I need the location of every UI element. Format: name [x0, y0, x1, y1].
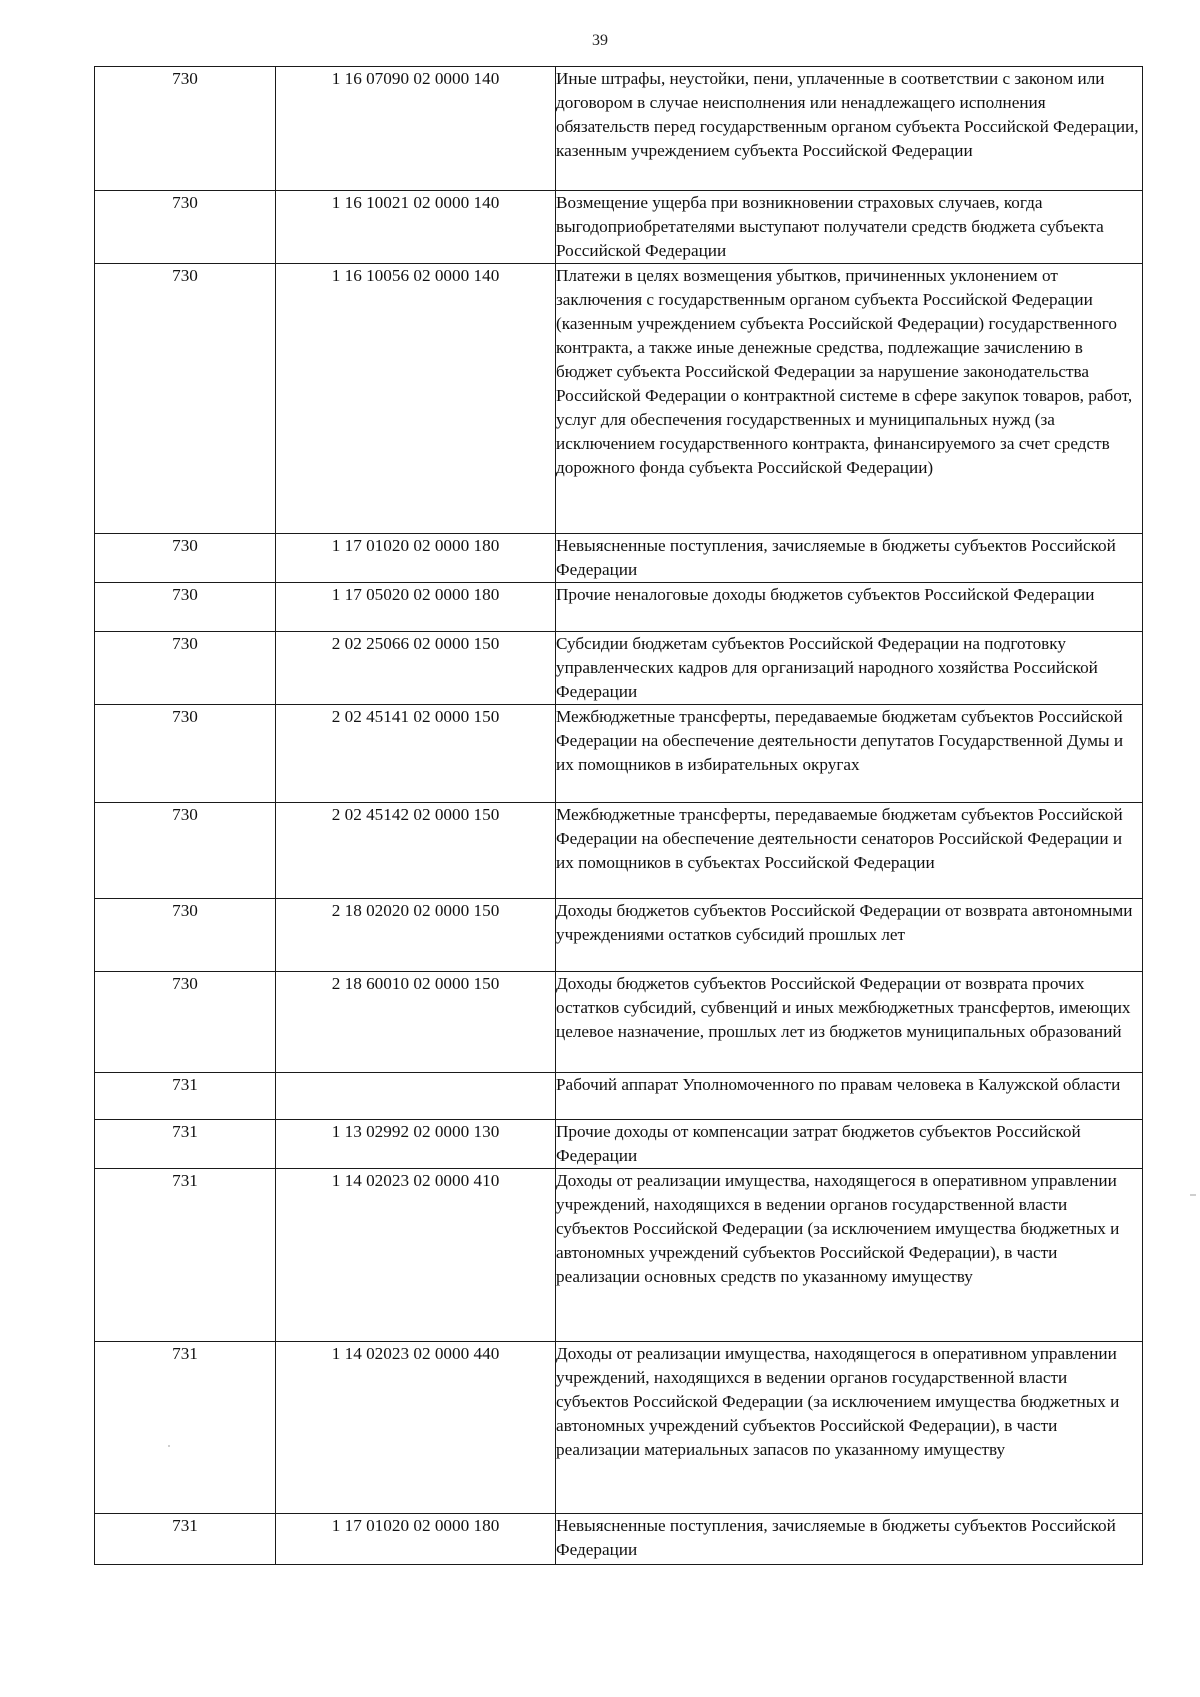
page-number: 39: [592, 32, 608, 49]
admin-code-cell: 730: [95, 583, 276, 632]
admin-code-cell: 730: [95, 264, 276, 534]
revenue-code-cell: 2 02 45142 02 0000 150: [276, 803, 556, 899]
admin-code-cell: 730: [95, 972, 276, 1073]
description-cell: Невыясненные поступления, зачисляемые в бюджеты субъектов Российской Федерации: [556, 1514, 1143, 1565]
table-row: [95, 1073, 1143, 1120]
admin-code-cell: 730: [95, 803, 276, 899]
table-row: [95, 583, 1143, 632]
revenue-code-cell: 1 13 02992 02 0000 130: [276, 1120, 556, 1169]
revenue-code-cell: 1 16 10056 02 0000 140: [276, 264, 556, 534]
revenue-code-cell: 2 02 25066 02 0000 150: [276, 632, 556, 705]
revenue-code-cell: 2 18 60010 02 0000 150: [276, 972, 556, 1073]
admin-code-cell: 730: [95, 191, 276, 264]
description-cell: Прочие доходы от компенсации затрат бюджетов субъектов Российской Федерации: [556, 1120, 1143, 1169]
description-cell: Невыясненные поступления, зачисляемые в бюджеты субъектов Российской Федерации: [556, 534, 1143, 583]
admin-code-cell: 730: [95, 899, 276, 972]
revenue-code-cell: 1 14 02023 02 0000 410: [276, 1169, 556, 1342]
revenue-codes-table: [94, 66, 1143, 1565]
description-cell: Доходы от реализации имущества, находящегося в оперативном управлении учреждений, находящихся в ведении органов государственной власти субъектов Российской Федерации (за исключением имущества бюджетных и автономных учреждений субъектов Российской Федерации), в части реализации основных средств по указанному имуществу: [556, 1169, 1143, 1342]
revenue-code-cell: 2 18 02020 02 0000 150: [276, 899, 556, 972]
table-row: [95, 534, 1143, 583]
table-row: [95, 1514, 1143, 1565]
description-cell: Платежи в целях возмещения убытков, причиненных уклонением от заключения с государственным органом субъекта Российской Федерации (казенным учреждением субъекта Российской Федерации) государственного контракта, а также иные денежные средства, подлежащие зачислению в бюджет субъекта Российской Федерации за нарушение законодательства Российской Федерации о контрактной системе в сфере закупок товаров, работ, услуг для обеспечения государственных и муниципальных нужд (за исключением государственного контракта, финансируемого за счет средств дорожного фонда субъекта Российской Федерации): [556, 264, 1143, 534]
revenue-code-cell: 2 02 45141 02 0000 150: [276, 705, 556, 803]
description-cell: Субсидии бюджетам субъектов Российской Федерации на подготовку управленческих кадров для организаций народного хозяйства Российской Федерации: [556, 632, 1143, 705]
admin-code-cell: 730: [95, 632, 276, 705]
table-row: [95, 1342, 1143, 1514]
description-cell: Возмещение ущерба при возникновении страховых случаев, когда выгодоприобретателями выступают получатели средств бюджета субъекта Российской Федерации: [556, 191, 1143, 264]
description-cell: Межбюджетные трансферты, передаваемые бюджетам субъектов Российской Федерации на обеспечение деятельности сенаторов Российской Федерации и их помощников в субъектах Российской Федерации: [556, 803, 1143, 899]
table-row: [95, 972, 1143, 1073]
admin-code-cell: 731: [95, 1120, 276, 1169]
description-cell: Доходы бюджетов субъектов Российской Федерации от возврата автономными учреждениями остатков субсидий прошлых лет: [556, 899, 1143, 972]
description-cell: Иные штрафы, неустойки, пени, уплаченные в соответствии с законом или договором в случае неисполнения или ненадлежащего исполнения обязательств перед государственным органом субъекта Российской Федерации, казенным учреждением субъекта Российской Федерации: [556, 67, 1143, 191]
table-row: [95, 264, 1143, 534]
revenue-code-cell: [276, 1073, 556, 1120]
admin-code-cell: 730: [95, 67, 276, 191]
revenue-code-cell: 1 16 10021 02 0000 140: [276, 191, 556, 264]
table-row: [95, 67, 1143, 191]
description-cell: Межбюджетные трансферты, передаваемые бюджетам субъектов Российской Федерации на обеспечение деятельности депутатов Государственной Думы и их помощников в избирательных округах: [556, 705, 1143, 803]
admin-code-cell: 731: [95, 1073, 276, 1120]
scan-artifact-mark: [1190, 1194, 1196, 1196]
admin-code-cell: 731: [95, 1169, 276, 1342]
scan-artifact-mark: [168, 1445, 170, 1447]
admin-code-cell: 730: [95, 534, 276, 583]
table-row: [95, 705, 1143, 803]
description-cell: Доходы бюджетов субъектов Российской Федерации от возврата прочих остатков субсидий, субвенций и иных межбюджетных трансфертов, имеющих целевое назначение, прошлых лет из бюджетов муниципальных образований: [556, 972, 1143, 1073]
revenue-code-cell: 1 17 01020 02 0000 180: [276, 534, 556, 583]
admin-code-cell: 731: [95, 1342, 276, 1514]
revenue-code-cell: 1 17 01020 02 0000 180: [276, 1514, 556, 1565]
admin-code-cell: 731: [95, 1514, 276, 1565]
table-row: [95, 632, 1143, 705]
admin-code-cell: 730: [95, 705, 276, 803]
revenue-code-cell: 1 17 05020 02 0000 180: [276, 583, 556, 632]
description-cell: Прочие неналоговые доходы бюджетов субъектов Российской Федерации: [556, 583, 1143, 632]
revenue-code-cell: 1 16 07090 02 0000 140: [276, 67, 556, 191]
description-cell: Доходы от реализации имущества, находящегося в оперативном управлении учреждений, находящихся в ведении органов государственной власти субъектов Российской Федерации (за исключением имущества бюджетных и автономных учреждений субъектов Российской Федерации), в части реализации материальных запасов по указанному имуществу: [556, 1342, 1143, 1514]
table-row: [95, 803, 1143, 899]
table-row: [95, 899, 1143, 972]
description-cell: Рабочий аппарат Уполномоченного по правам человека в Калужской области: [556, 1073, 1143, 1120]
table-row: [95, 191, 1143, 264]
table-row: [95, 1120, 1143, 1169]
revenue-code-cell: 1 14 02023 02 0000 440: [276, 1342, 556, 1514]
table-row: [95, 1169, 1143, 1342]
